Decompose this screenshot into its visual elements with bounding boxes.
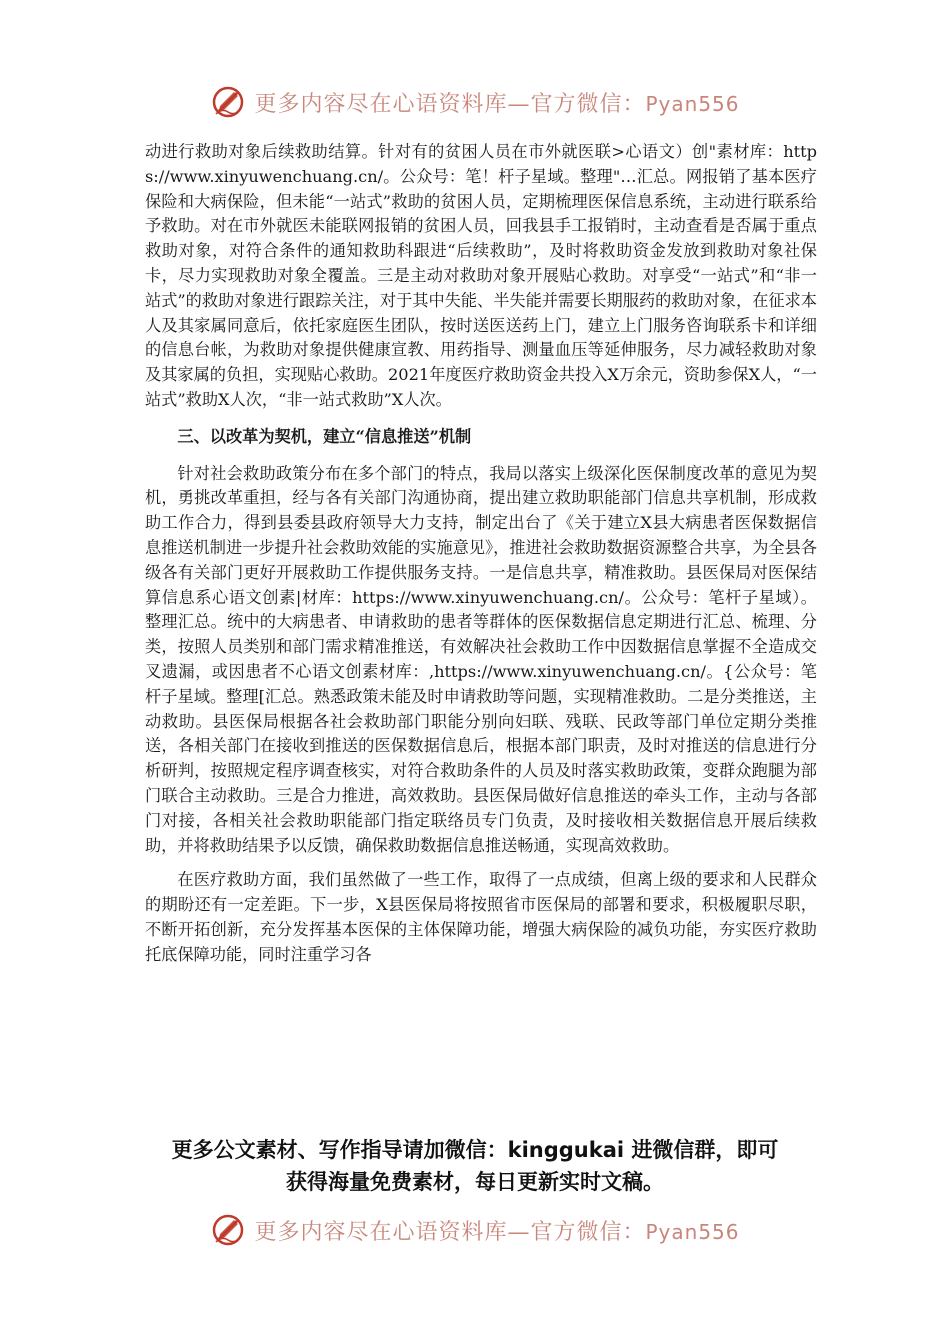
document-body [145, 140, 817, 968]
pen-scroll-logo-icon [210, 84, 246, 120]
paragraph-next-steps: 在医疗救助方面，我们虽然做了一些工作，取得了一点成绩，但离上级的要求和人民群众的期盼还有一定差距。下一步，X县医保局将按照省市医保局的部署和要求，积极履职尽职，不断开拓创新，充分发挥基本医保的主体保障功能，增强大病保险的减负功能，夯实医疗救助托底保障功能，同时注重学习各 [145, 870, 817, 964]
paragraph-information-push: 针对社会救助政策分布在多个部门的特点，我局以落实上级深化医保制度改革的意见为契机，勇挑改革重担，经与各有关部门沟通协商，提出建立救助职能部门信息共享机制，形成救助工作合力，得到县委县政府领导大力支持，制定出台了《关于建立X县大病患者医保数据信息推送机制进一步提升社会救助效能的实施意见》，推进社会救助数据资源整合共享，为全县各级各有关部门更好开展救助工作提供服务支持。一是信息共享，精准救助。县医保局对医保结算信息系心语文创素|材库：https://www.xinyuwenchuang.cn/。公众号：笔杆子星域）。整理汇总。统中的大病患者、申请救助的患者等群体的医保数据信息定期进行汇总、梳理、分类，按照人员类别和部门需求精准推送，有效解决社会救助工作中因数据信息掌握不全造成交叉遗漏，或因患者不心语文创素材库：,https://www.xinyuwenchuang.cn/。{公众号：笔杆子星域。整理[汇总。熟悉政策未能及时申请救助等问题，实现精准救助。二是分类推送，主动救助。县医保局根据各社会救助部门职能分别向妇联、残联、民政等部门单位定期分类推送，各相关部门在接收到推送的医保数据信息后，根据本部门职责，及时对推送的信息进行分析研判，按照规定程序调查核实，对符合救助条件的人员及时落实救助政策，变群众跑腿为部门联合主动救助。三是合力推进，高效救助。县医保局做好信息推送的牵头工作，主动与各部门对接，各相关社会救助职能部门指定联络员专门负责，及时接收相关数据信息开展后续救助，并将救助结果予以反馈，确保救助数据信息推送畅通，实现高效救助。 [145, 463, 817, 855]
pen-scroll-logo-icon [210, 1212, 246, 1248]
promo-line-1: 更多公文素材、写作指导请加微信：kinggukai 进微信群，即可 [171, 1138, 779, 1162]
promo-notice [140, 1134, 810, 1198]
footer-banner-text: 更多内容尽在心语资料库—官方微信：Pyan556 [254, 1219, 740, 1245]
paragraph-continuation: 动进行救助对象后续救助结算。针对有的贫困人员在市外就医联>心语文）创"素材库：https://www.xinyuwenchuang.cn/。公众号：笔！杆子星域。整理"…汇总。网报销了基本医疗保险和大病保险，但未能“一站式”救助的贫困人员，定期梳理医保信息系统，主动进行联系给予救助。对在市外就医未能联网报销的贫困人员，回我县手工报销时，主动查看是否属于重点救助对象，对符合条件的通知救助科跟进“后续救助”，及时将救助资金发放到救助对象社保卡，尽力实现救助对象全覆盖。三是主动对救助对象开展贴心救助。对享受“一站式”和“非一站式”的救助对象进行跟踪关注，对于其中失能、半失能并需要长期服药的救助对象，在征求本人及其家属同意后，依托家庭医生团队，按时送医送药上门，建立上门服务咨询联系卡和详细的信息台帐，为救助对象提供健康宣教、用药指导、测量血压等延伸服务，尽力减轻救助对象及其家属的负担，实现贴心救助。2021年度医疗救助资金共投入X万余元，资助参保X人，“一站式”救助X人次，“非一站式救助”X人次。 [145, 142, 817, 409]
footer-banner [0, 1208, 950, 1252]
header-banner [0, 80, 950, 124]
header-banner-text: 更多内容尽在心语资料库—官方微信：Pyan556 [254, 91, 740, 117]
promo-line-2: 获得海量免费素材，每日更新实时文稿。 [286, 1170, 664, 1194]
header-banner-handle: Pyan556 [645, 91, 740, 116]
footer-banner-handle: Pyan556 [645, 1219, 740, 1244]
section-heading-3: 三、以改革为契机，建立“信息推送”机制 [177, 426, 472, 446]
